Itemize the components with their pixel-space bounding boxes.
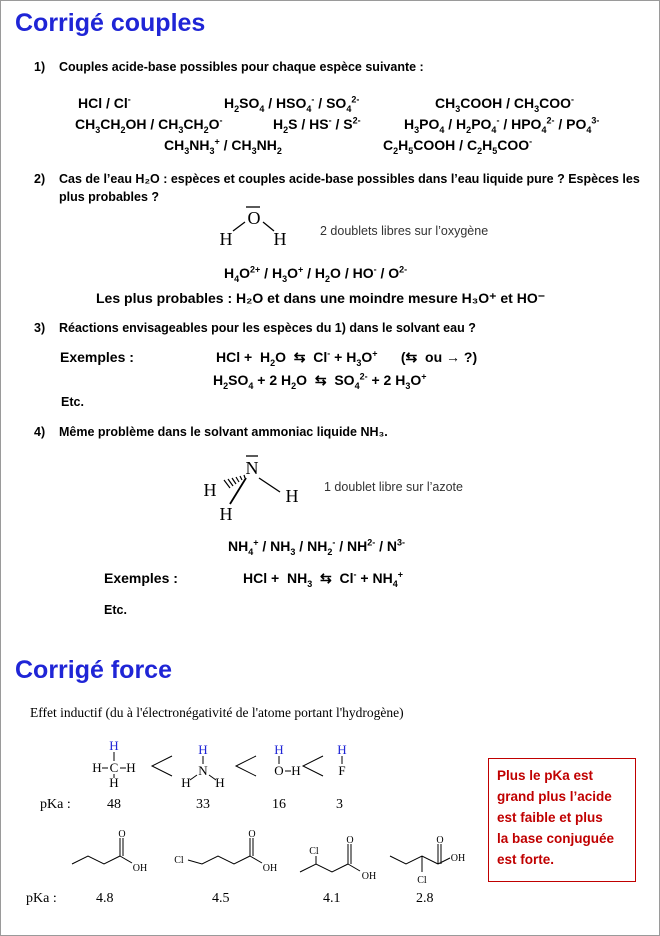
water-molecule-diagram: [212, 198, 302, 250]
water-h-atom-left: H: [219, 229, 233, 249]
methane-structure: [92, 738, 135, 790]
ammonia-h-atom-bottom: H: [219, 504, 233, 524]
ammonia-species-list: $NH_4^+ / NH_3 / NH_2^- / NH^{2-} / N^{3-}$: [228, 537, 406, 557]
pka-methane: 48: [107, 797, 121, 812]
pair-acetic: $CH_3COOH / CH_3COO^-$: [435, 94, 575, 114]
svg-text:H: H: [291, 763, 301, 778]
chlorobutanoic-cl: Cl: [174, 855, 184, 866]
conclusion-line-4: la base conjuguée: [497, 831, 615, 846]
question-2-number: 2): [34, 172, 46, 186]
most-probable-species: Les plus probables : H₂O et dans une moindre mesure H₃O⁺ et HO⁻: [96, 290, 546, 306]
pair-h2s: $H_2S / HS^- / S^{2-}$: [273, 115, 361, 135]
pka-2-chlorobutanoic: 2.8: [416, 891, 434, 906]
question-4-text: Même problème dans le solvant ammoniac liquide NH₃.: [59, 425, 388, 439]
2-chloro-o: O: [436, 835, 444, 846]
section-title-force: Corrigé force: [15, 656, 172, 684]
butanoic-acid-structure: [72, 838, 132, 864]
examples-label-ammonia: Exemples :: [104, 570, 178, 586]
svg-text:C: C: [109, 760, 119, 775]
svg-text:N: N: [198, 763, 208, 778]
ammonia-lone-pair-note: 1 doublet libre sur l’azote: [324, 480, 463, 494]
question-3-number: 3): [34, 321, 46, 335]
chlorobutanoic-acid-structure: [188, 838, 262, 864]
reaction-hcl-ammonia: HCl + $NH_3$ ⇆ $Cl^- + NH_4^+$: [243, 569, 403, 589]
pair-h3po4: $H_3PO_4 / H_2PO_4^- / HPO_4^{2-} / PO_4^{3-}$: [404, 115, 600, 135]
etc-ammonia: Etc.: [104, 603, 127, 617]
pka-3-chlorobutanoic: 4.1: [323, 891, 341, 906]
etc-water: Etc.: [61, 395, 84, 409]
svg-text:H: H: [337, 742, 347, 757]
svg-text:H: H: [109, 775, 119, 790]
conclusion-box: [488, 758, 636, 882]
svg-text:F: F: [338, 763, 346, 778]
ammonia-h-atom-right: H: [285, 486, 299, 506]
chlorobutanoic-oh: OH: [262, 863, 278, 874]
ammonia-n-atom: N: [245, 458, 259, 478]
question-3-text: Réactions envisageables pour les espèces du 1) dans le solvant eau ?: [59, 321, 476, 335]
pka-4-chlorobutanoic: 4.5: [212, 891, 230, 906]
carboxylic-acids-comparison: [60, 830, 480, 892]
svg-text:H: H: [274, 742, 284, 757]
chlorobutanoic-o: O: [248, 830, 256, 840]
reaction-h2so4-water: $H_2SO_4 + 2$ $H_2O$ ⇆ $SO_4^{2-} + 2$ $H_3O^+$: [213, 371, 427, 391]
3-chloro-cl: Cl: [309, 846, 319, 857]
pka-label-row2: pKa :: [26, 891, 57, 906]
pka-hf: 3: [336, 797, 343, 812]
hydrides-comparison: [80, 738, 370, 790]
conclusion-line-3: est faible et plus: [497, 810, 603, 825]
question-4-number: 4): [34, 425, 46, 439]
svg-text:H: H: [181, 775, 191, 790]
pka-butanoic: 4.8: [96, 891, 114, 906]
ammonia-molecule-diagram: [196, 452, 306, 524]
svg-text:H: H: [126, 760, 136, 775]
ammonia-structure: [181, 742, 224, 790]
conclusion-line-2: grand plus l’acide: [497, 789, 612, 804]
pair-ethanol: $CH_3CH_2OH / CH_3CH_2O^-$: [75, 115, 223, 135]
svg-text:H: H: [215, 775, 225, 790]
pair-hcl: HCl / Cl-: [78, 94, 131, 111]
svg-text:H: H: [109, 738, 119, 753]
pair-propanoic: $C_2H_5COOH / C_2H_5COO^-$: [383, 136, 533, 156]
conclusion-line-5: est forte.: [497, 852, 555, 867]
pair-methylamine: $CH_3NH_3^+ / CH_3NH_2$: [164, 136, 282, 156]
question-2-line2: plus probables ?: [59, 190, 160, 204]
2-chlorobutanoic-acid-structure: [390, 844, 450, 872]
butanoic-o: O: [118, 830, 126, 840]
inductive-effect-intro: Effet inductif (du à l'électronégativité de l'atome portant l'hydrogène): [30, 705, 404, 720]
3-chloro-o: O: [346, 835, 354, 846]
pka-label-row1: pKa :: [40, 797, 71, 812]
question-1-number: 1): [34, 60, 46, 74]
question-1-text: Couples acide-base possibles pour chaque espèce suivante :: [59, 60, 424, 74]
hf-structure: [337, 742, 346, 778]
svg-text:H: H: [198, 742, 208, 757]
2-chloro-oh: OH: [450, 853, 466, 864]
question-2-line1: Cas de l’eau H₂O : espèces et couples acide-base possibles dans l’eau liquide pure ? Espèces les: [59, 172, 640, 186]
butanoic-oh: OH: [132, 863, 148, 874]
svg-text:H: H: [92, 760, 102, 775]
water-h-atom-right: H: [273, 229, 287, 249]
pair-h2so4: $H_2SO_4 / HSO_4^- / SO_4^{2-}$: [224, 94, 360, 114]
3-chloro-oh: OH: [361, 871, 377, 882]
section-title-couples: Corrigé couples: [15, 9, 206, 37]
examples-label-water: Exemples :: [60, 349, 134, 365]
pka-ammonia: 33: [196, 797, 210, 812]
water-lone-pairs-note: 2 doublets libres sur l’oxygène: [320, 224, 489, 238]
water-species-list: $H_4O^{2+} / H_3O^+ / H_2O / HO^- / O^{2-}$: [224, 264, 408, 284]
2-chloro-cl: Cl: [417, 875, 427, 886]
water-o-atom: O: [247, 208, 261, 228]
svg-text:O: O: [274, 763, 284, 778]
ammonia-h-atom-left: H: [203, 480, 217, 500]
pka-water: 16: [272, 797, 286, 812]
reaction-hcl-water: HCl + $H_2O$ ⇆ $Cl^- + H_3O^+$ (⇆ ou → ?): [216, 348, 478, 368]
water-structure: [274, 742, 300, 778]
conclusion-line-1: Plus le pKa est: [497, 768, 594, 783]
